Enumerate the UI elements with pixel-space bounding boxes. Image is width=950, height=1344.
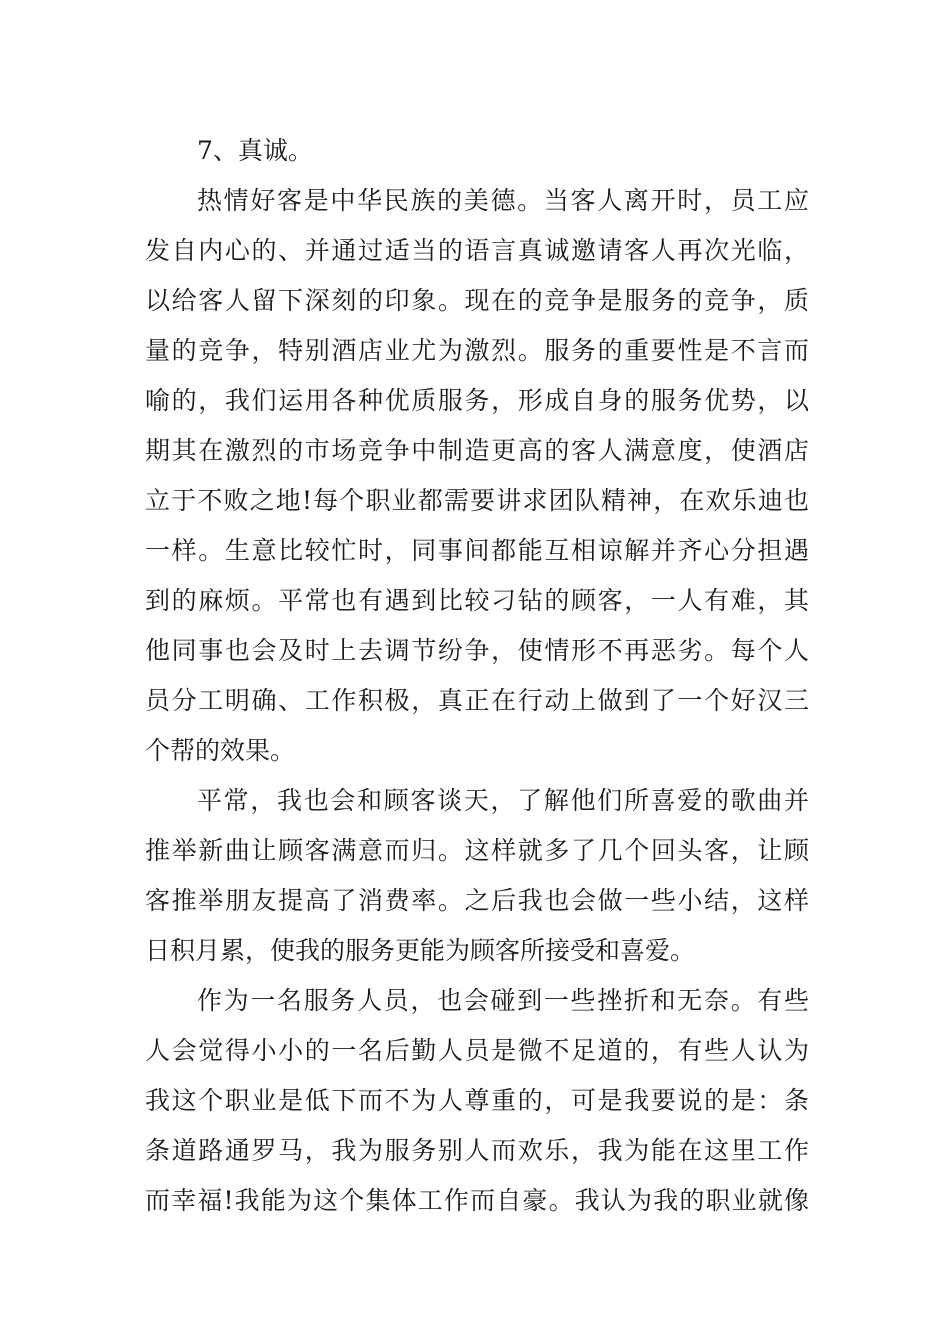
text-line: 我这个职业是低下而不为人尊重的，可是我要说的是：条 <box>145 1086 809 1115</box>
text-line: 日积月累，使我的服务更能为顾客所接受和喜爱。 <box>145 936 696 965</box>
text-line: 推举新曲让顾客满意而归。这样就多了几个回头客，让顾 <box>145 836 809 865</box>
text-line: 一样。生意比较忙时，同事间都能互相谅解并齐心分担遇 <box>145 536 809 565</box>
text-line: 以给客人留下深刻的印象。现在的竞争是服务的竞争，质 <box>145 286 809 315</box>
text-line: 期其在激烈的市场竞争中制造更高的客人满意度，使酒店 <box>145 436 809 465</box>
text-line: 而幸福!我能为这个集体工作而自豪。我认为我的职业就像 <box>145 1186 809 1215</box>
text-line: 热情好客是中华民族的美德。当客人离开时，员工应 <box>197 186 809 215</box>
section-heading: 7、真诚。 <box>197 136 313 165</box>
text-line: 条道路通罗马，我为服务别人而欢乐，我为能在这里工作 <box>145 1136 809 1165</box>
text-line: 个帮的效果。 <box>145 736 296 765</box>
text-line: 立于不败之地!每个职业都需要讲求团队精神，在欢乐迪也 <box>145 486 809 515</box>
text-line: 作为一名服务人员，也会碰到一些挫折和无奈。有些 <box>197 986 809 1015</box>
text-line: 他同事也会及时上去调节纷争，使情形不再恶劣。每个人 <box>145 636 809 665</box>
paragraph-2 <box>145 776 809 976</box>
text-line: 喻的，我们运用各种优质服务，形成自身的服务优势，以 <box>145 386 809 415</box>
text-line: 员分工明确、工作积极，真正在行动上做到了一个好汉三 <box>145 686 809 715</box>
text-line: 客推举朋友提高了消费率。之后我也会做一些小结，这样 <box>145 886 809 915</box>
document-body <box>145 126 809 1226</box>
text-line: 人会觉得小小的一名后勤人员是微不足道的，有些人认为 <box>145 1036 809 1065</box>
paragraph-1 <box>145 176 809 776</box>
text-line: 量的竞争，特别酒店业尤为激烈。服务的重要性是不言而 <box>145 336 809 365</box>
text-line: 平常，我也会和顾客谈天，了解他们所喜爱的歌曲并 <box>197 786 809 815</box>
text-line: 发自内心的、并通过适当的语言真诚邀请客人再次光临， <box>145 236 809 265</box>
paragraph-3 <box>145 976 809 1226</box>
text-line: 到的麻烦。平常也有遇到比较刁钻的顾客，一人有难，其 <box>145 586 809 615</box>
